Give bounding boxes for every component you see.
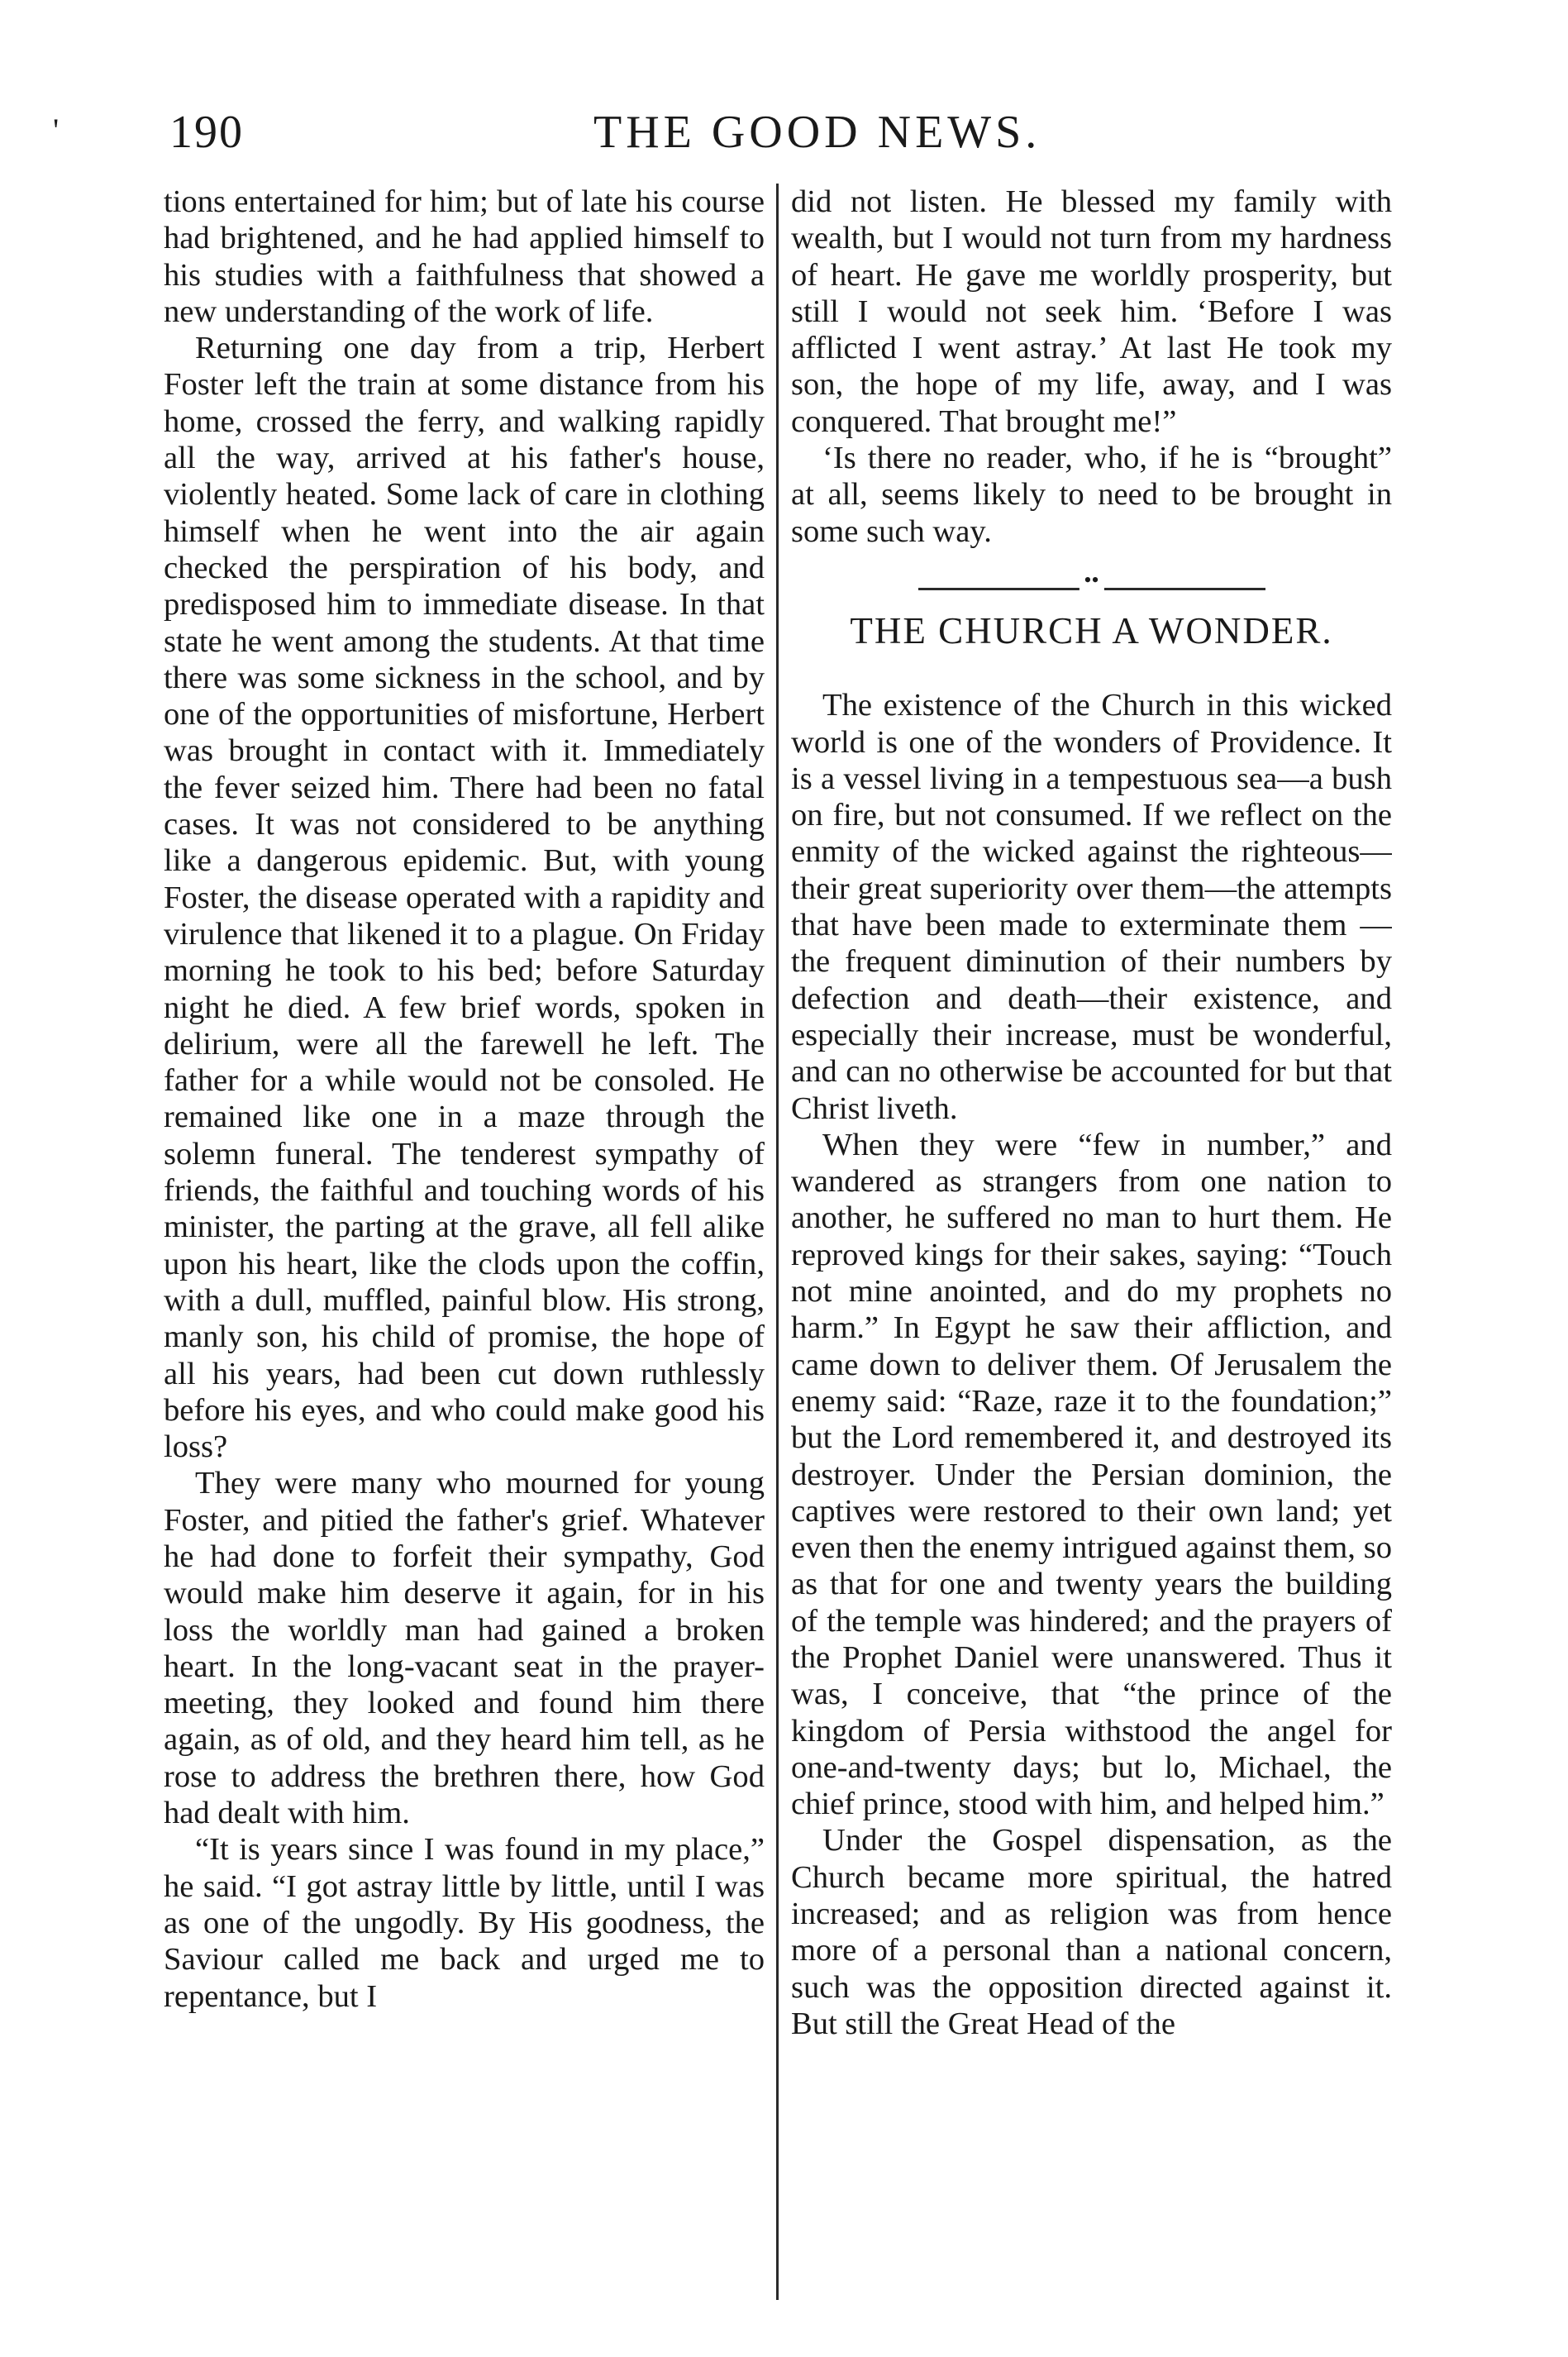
section-ornament — [791, 568, 1392, 593]
paragraph: did not listen. He blessed my family with wealth, but I would not turn from my hardness of heart. He gave me worldly prosperity, but still I would not seek him. ‘Before I was afflicted I went astray.’ At last He took my son, the hope of my life, away, and I was conquered. That brought me!” — [791, 184, 1392, 439]
ornament-dots: •• — [1079, 570, 1103, 591]
left-column — [164, 184, 765, 2300]
running-head: THE GOOD NEWS. — [593, 107, 1041, 158]
section-title: THE CHURCH A WONDER. — [850, 609, 1333, 651]
paragraph: Returning one day from a trip, Herbert Foster left the train at some distance from his home, crossed the ferry, and walking rapidly all the way, arrived at his father's house, violently heated. Some lack of care in clothing himself when he went into the air again checked the perspiration of his body, and predisposed him to immediate disease. In that state he went among the students. At that time there was some sickness in the school, and by one of the opportunities of misfortune, Herbert was brought in contact with it. Immediately the fever seized him. There had been no fatal cases. It was not considered to be anything like a dangerous epidemic. But, with young Foster, the disease operated with a rapidity and virulence that likened it to a plague. On Friday morning he took to his bed; before Saturday night he died. A few brief words, spoken in delirium, were all the farewell he left. The father for a while would not be consoled. He remained like one in a maze through the solemn funeral. The tenderest sympathy of friends, the faithful and touching words of his minister, the parting at the grave, all fell alike upon his heart, like the clods upon the coffin, with a dull, muffled, painful blow. His strong, manly son, his child of promise, the hope of all his years, had been cut down ruthlessly before his eyes, and who could make good his loss? — [164, 331, 765, 1465]
margin-mark: ' — [53, 112, 60, 149]
paragraph: The existence of the Church in this wicked world is one of the wonders of Providence. It is a vessel living in a tempestuous sea—a bush on fire, but not consumed. If we reflect on the enmity of the wicked against the righteous—their great superiority over them—the attempts that have been made to exterminate them —the frequent diminution of their numbers by defection and death—their existence, and especially their increase, must be wonderful, and can no otherwise be accounted for but that Christ liveth. — [791, 688, 1392, 1126]
paragraph: ‘Is there no reader, who, if he is “brought” at all, seems likely to need to be brought in some such way. — [791, 441, 1392, 549]
right-column — [791, 184, 1392, 2300]
paragraph: tions entertained for him; but of late his course had brightened, and he had applied himself to his studies with a faithfulness that showed a new understanding of the work of life. — [164, 184, 765, 329]
paragraph: When they were “few in number,” and wandered as strangers from one nation to another, he suffered no man to hurt them. He reproved kings for their sakes, saying: “Touch not mine anointed, and do my prophets no harm.” In Egypt he saw their affliction, and came down to deliver them. Of Jerusalem the enemy said: “Raze, raze it to the foundation;” but the Lord remembered it, and destroyed its destroyer. Under the Persian dominion, the captives were restored to their own land; yet even then the enemy intrigued against them, so as that for one and twenty years the building of the temple was hindered; and the prayers of the Prophet Daniel were unanswered. Thus it was, I conceive, that “the prince of the kingdom of Persia withstood the angel for one-and-twenty days; but lo, Michael, the chief prince, stood with him, and helped him.” — [791, 1127, 1392, 1822]
paragraph: “It is years since I was found in my place,” he said. “I got astray little by little, until I was as one of the ungodly. By His goodness, the Saviour called me back and urged me to repentance, but I — [164, 1832, 765, 2014]
paragraph: They were many who mourned for young Foster, and pitied the father's grief. Whatever he had done to forfeit their sympathy, God would make him deserve it again, for in his loss the worldly man had gained a broken heart. In the long-vacant seat in the prayer-meeting, they looked and found him there again, as of old, and they heard him tell, as he rose to address the brethren there, how God had dealt with him. — [164, 1466, 765, 1831]
page-number: 190 — [169, 107, 244, 158]
paragraph: Under the Gospel dispensation, as the Church became more spiritual, the hatred increased; and as religion was from hence more of a personal than a national concern, such was the opposition directed against it. But still the Great Head of the — [791, 1823, 1392, 2041]
column-divider — [776, 184, 779, 2300]
